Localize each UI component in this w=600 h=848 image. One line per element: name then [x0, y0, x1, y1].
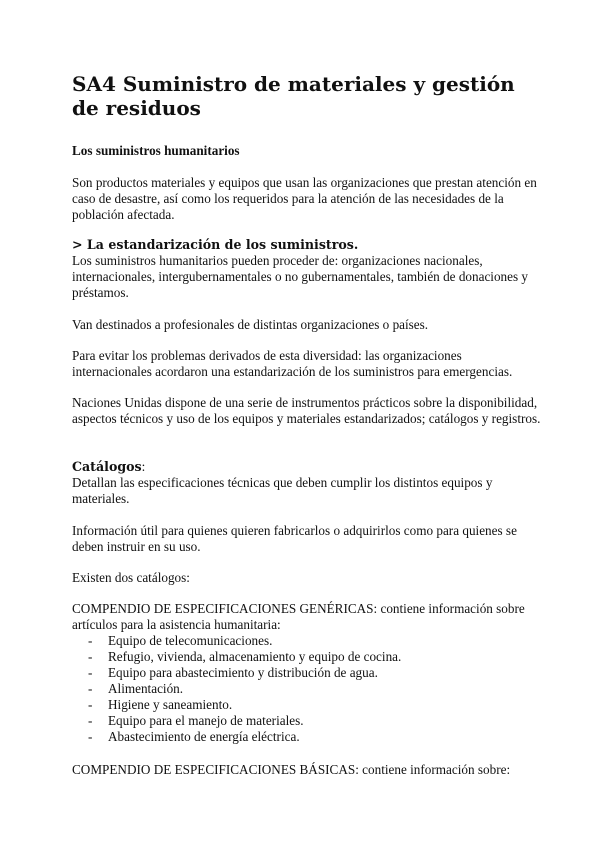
- catalogs-heading: Catálogos: [72, 459, 142, 474]
- section-heading: Los suministros humanitarios: [72, 143, 240, 158]
- two-catalogs-paragraph: Existen dos catálogos:: [72, 570, 190, 585]
- destination-paragraph: Van destinados a profesionales de distintas organizaciones o países.: [72, 317, 429, 332]
- catalogs-body: Detallan las especificaciones técnicas que deben cumplir los distintos equipos y materiales.: [72, 475, 493, 506]
- generic-compendium-intro: COMPENDIO DE ESPECIFICACIONES GENÉRICAS: contiene información sobre artículos para la asistencia humanitaria:: [72, 601, 525, 632]
- catalogs-heading-colon: :: [141, 459, 146, 474]
- list-item: - Refugio, vivienda, almacenamiento y equipo de cocina.: [88, 649, 402, 664]
- un-paragraph: Naciones Unidas dispone de una serie de instrumentos prácticos sobre la disponibilidad, aspectos técnicos y uso de los equipos y materiales estandarizados; catálogos y registros.: [72, 395, 541, 426]
- list-item: - Higiene y saneamiento.: [88, 697, 233, 712]
- list-item: - Equipo para abastecimiento y distribución de agua.: [88, 665, 378, 680]
- info-paragraph: Información útil para quienes quieren fabricarlos o adquirirlos como para quienes se deben instruir en su uso.: [72, 523, 517, 554]
- list-item: - Equipo para el manejo de materiales.: [88, 713, 304, 728]
- standardization-block: [72, 237, 542, 301]
- intro-paragraph: Son productos materiales y equipos que usan las organizaciones que prestan atención en caso de desastre, así como los requeridos para la atención de las necesidades de la población afectada.: [72, 175, 537, 222]
- generic-compendium-list: [72, 633, 542, 745]
- diversity-paragraph: Para evitar los problemas derivados de esta diversidad: las organizaciones internacionales acordaron una estandarización de los suministros para emergencias.: [72, 348, 513, 379]
- document-title: SA4 Suministro de materiales y gestión de residuos: [72, 72, 515, 120]
- list-item: - Alimentación.: [88, 681, 184, 696]
- basic-compendium-intro: COMPENDIO DE ESPECIFICACIONES BÁSICAS: contiene información sobre:: [72, 762, 511, 777]
- standardization-heading: > La estandarización de los suministros.: [72, 237, 359, 252]
- standardization-body: Los suministros humanitarios pueden proceder de: organizaciones nacionales, internacionales, intergubernamentales o no gubernamentales, también de donaciones y préstamos.: [72, 253, 529, 300]
- list-item: - Abastecimiento de energía eléctrica.: [88, 729, 300, 744]
- catalogs-block: [72, 459, 542, 507]
- list-item: - Equipo de telecomunicaciones.: [88, 633, 273, 648]
